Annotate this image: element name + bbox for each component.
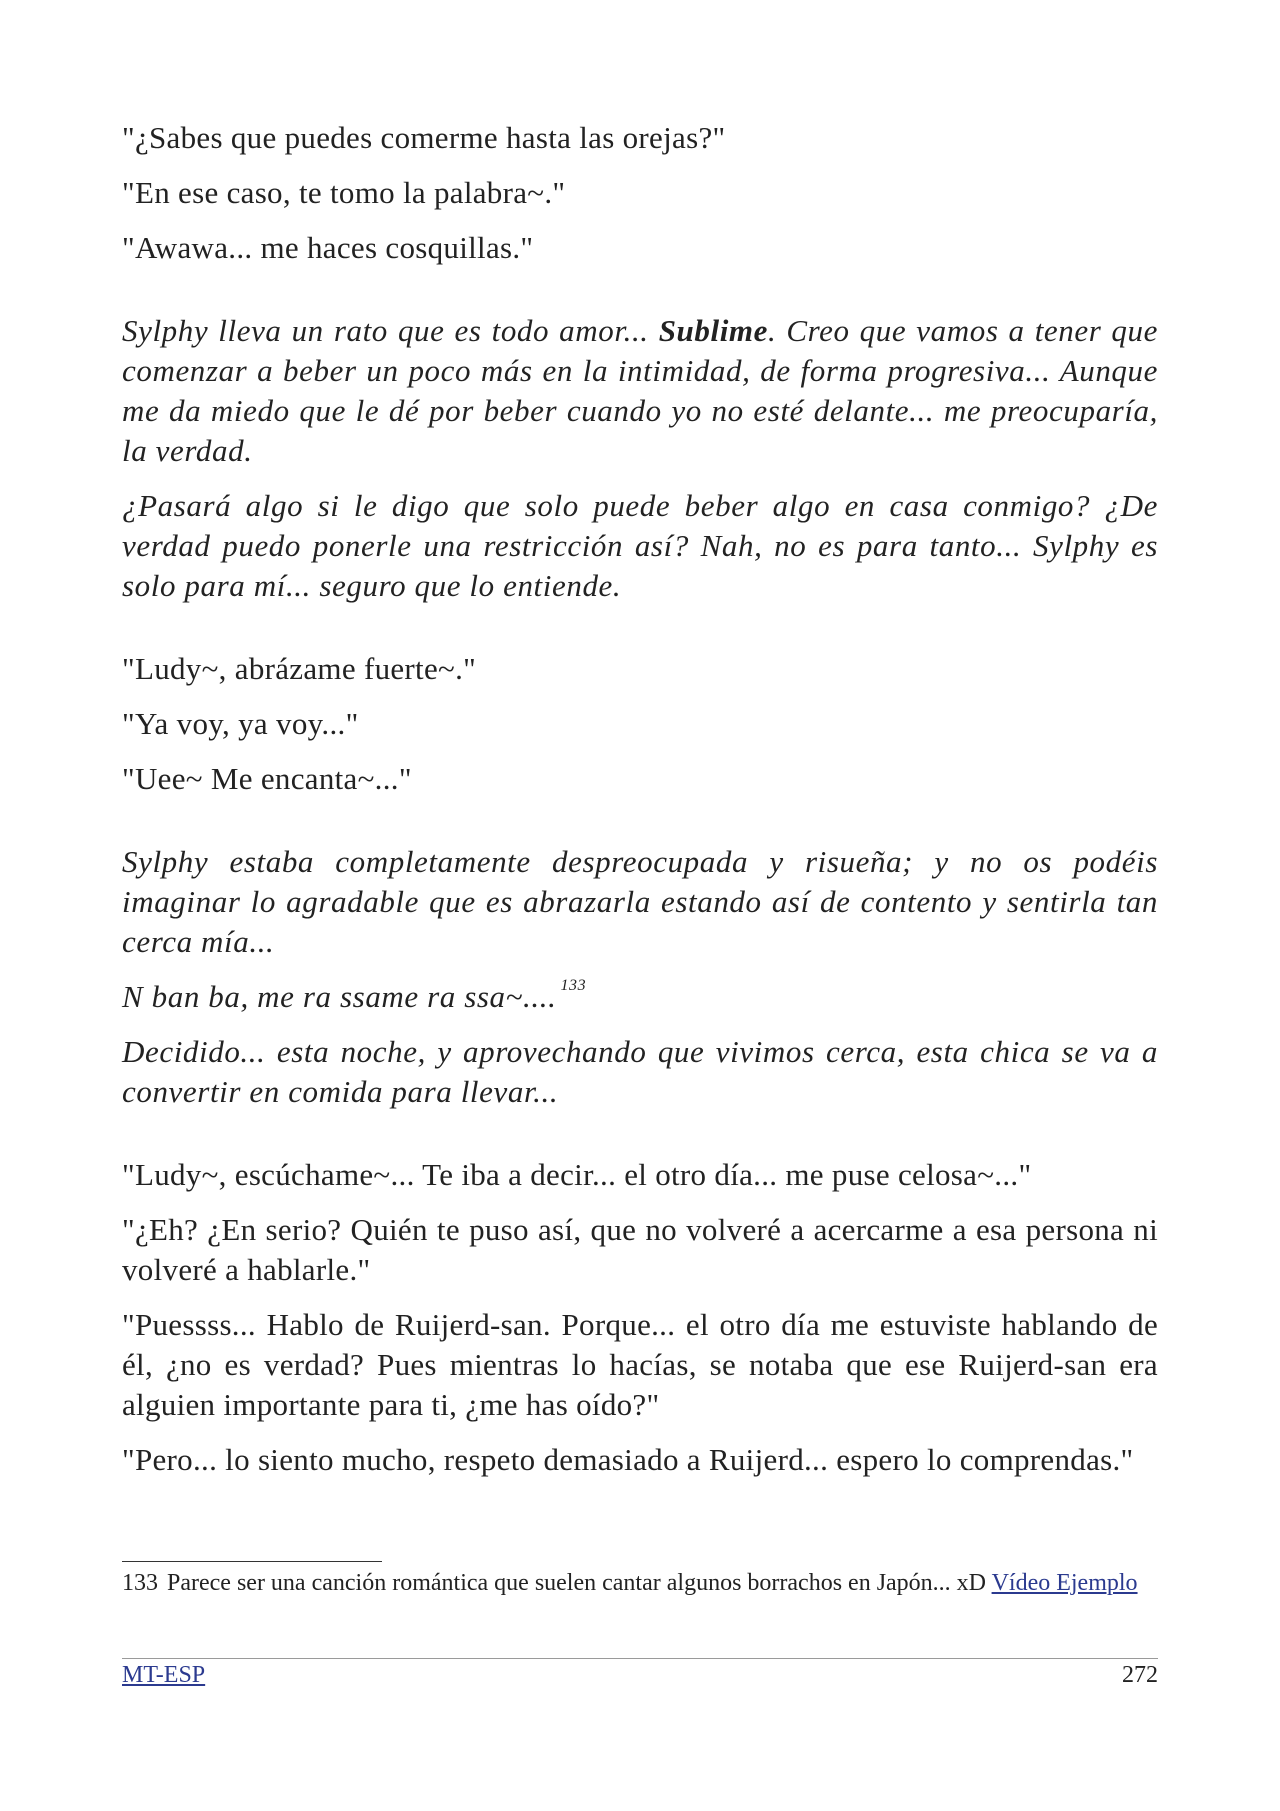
section-gap bbox=[122, 621, 1158, 649]
footnote-reference[interactable]: 133 bbox=[560, 976, 587, 994]
dialogue-line: "Ya voy, ya voy..." bbox=[122, 706, 359, 741]
narration-paragraph: Decidido... esta noche, y aprovechando que vivimos cerca, esta chica se va a convertir en comida para llevar... bbox=[122, 1034, 1158, 1109]
footnote-number: 133 bbox=[122, 1570, 158, 1596]
narration-paragraph bbox=[122, 977, 1158, 1017]
narration-paragraph bbox=[122, 311, 1158, 471]
dialogue-line: "Ludy~, abrázame fuerte~." bbox=[122, 651, 477, 686]
footnote-body bbox=[122, 1568, 1158, 1598]
dialogue-line: "Uee~ Me encanta~..." bbox=[122, 761, 412, 796]
page-body bbox=[122, 118, 1158, 1495]
page-number: 272 bbox=[1122, 1662, 1158, 1688]
footer-site-link[interactable]: MT-ESP bbox=[122, 1662, 206, 1688]
dialogue-line: "Ludy~, escúchame~... Te iba a decir... el otro día... me puse celosa~..." bbox=[122, 1157, 1032, 1192]
dialogue-line: "Awawa... me haces cosquillas." bbox=[122, 230, 534, 265]
narration-paragraph: Sylphy estaba completamente despreocupada y risueña; y no os podéis imaginar lo agradable que es abrazarla estando así de contento y sentirla tan cerca mía... bbox=[122, 844, 1158, 959]
emphasis-text: Sublime bbox=[658, 313, 768, 348]
narration-text: . Creo que vamos a tener que comenzar a beber un poco más en la intimidad, de forma progresiva... Aunque me da miedo que le dé por beber cuando yo no esté delante... me preocuparía, la verdad. bbox=[122, 313, 1158, 468]
dialogue-line: "Puessss... Hablo de Ruijerd-san. Porque... el otro día me estuviste hablando de él, ¿no es verdad? Pues mientras lo hacías, se notaba que ese Ruijerd-san era alguien importante para ti, ¿me has oído?" bbox=[122, 1307, 1158, 1422]
footnote-separator bbox=[122, 1561, 382, 1562]
footnote-text: Parece ser una canción romántica que suelen cantar algunos borrachos en Japón... xD bbox=[167, 1570, 992, 1596]
section-gap bbox=[122, 283, 1158, 311]
footnote bbox=[122, 1568, 1158, 1598]
video-example-link[interactable]: Vídeo Ejemplo bbox=[991, 1570, 1138, 1596]
narration-text: Sylphy lleva un rato que es todo amor... bbox=[122, 313, 659, 348]
footer-divider bbox=[122, 1658, 1158, 1659]
narration-paragraph: ¿Pasará algo si le digo que solo puede beber algo en casa conmigo? ¿De verdad puedo ponerle una restricción así? Nah, no es para tanto... Sylphy es solo para mí... seguro que lo entiende. bbox=[122, 488, 1158, 603]
dialogue-line: "¿Eh? ¿En serio? Quién te puso así, que no volveré a acercarme a esa persona ni volveré a hablarle." bbox=[122, 1212, 1158, 1287]
dialogue-line: "Pero... lo siento mucho, respeto demasiado a Ruijerd... espero lo comprendas." bbox=[122, 1442, 1134, 1477]
dialogue-line: "¿Sabes que puedes comerme hasta las orejas?" bbox=[122, 120, 726, 155]
section-gap bbox=[122, 1127, 1158, 1155]
dialogue-line: "En ese caso, te tomo la palabra~." bbox=[122, 175, 566, 210]
section-gap bbox=[122, 814, 1158, 842]
narration-text: N ban ba, me ra ssame ra ssa~.... bbox=[122, 979, 557, 1014]
